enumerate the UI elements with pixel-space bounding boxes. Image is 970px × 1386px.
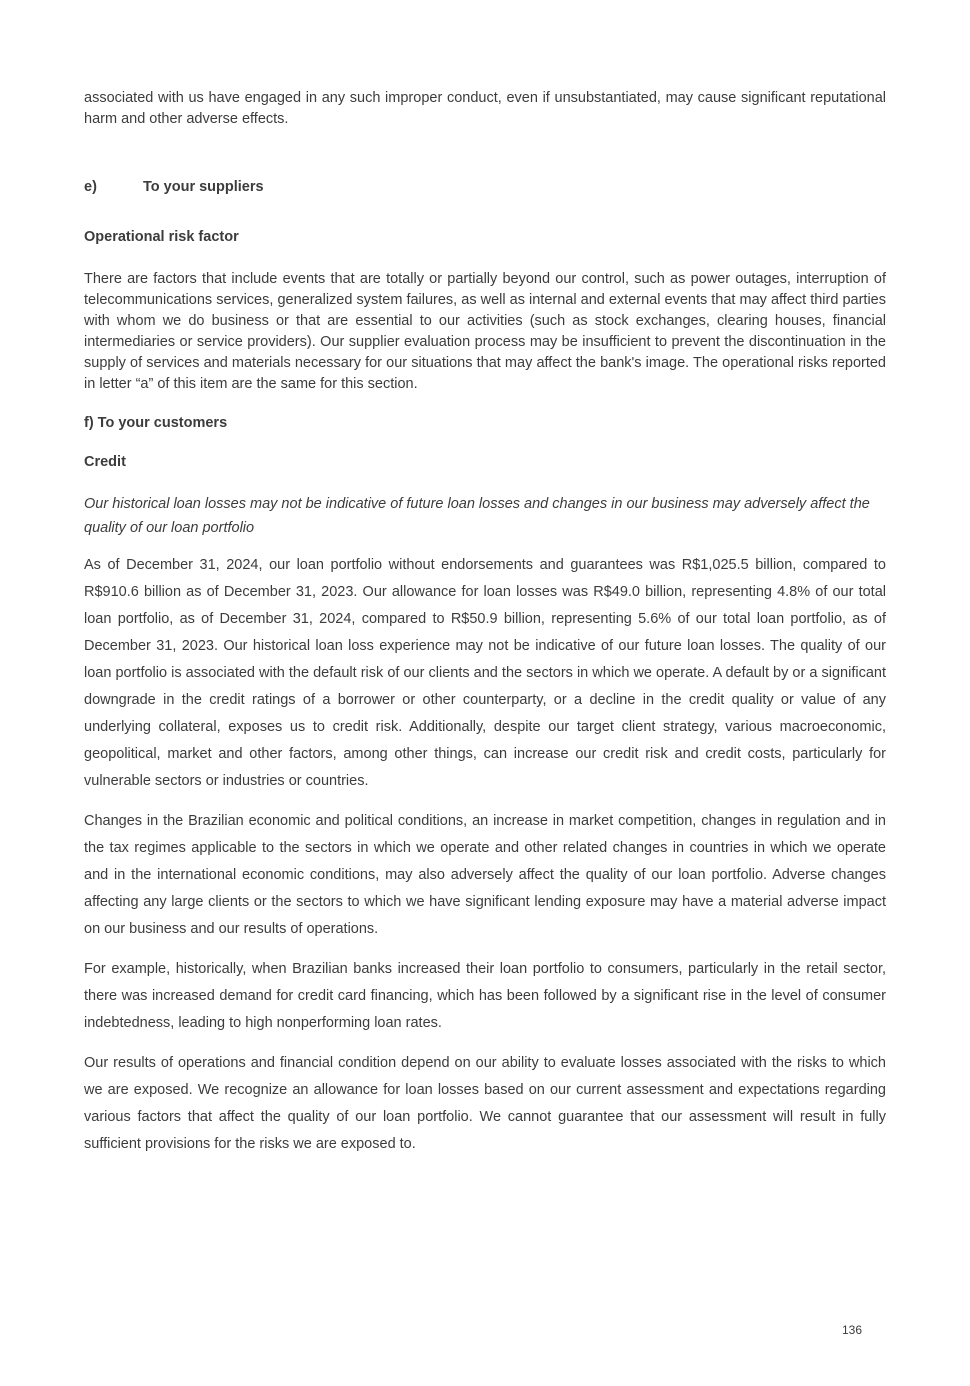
heading-suppliers-text: To your suppliers [143, 179, 264, 195]
heading-suppliers-label: e) [84, 179, 97, 195]
paragraph-operational-risk: There are factors that include events that are totally or partially beyond our control, such as power outages, interruption of telecommunications services, generalized system failures, as well as internal and external events that may affect third parties with whom we do business or that are essential to our activities (such as stock exchanges, clearing houses, financial intermediaries or service providers). Our supplier evaluation process may be insufficient to prevent the discontinuation in the supply of services and materials necessary for our situations that may affect the bank's image. The operational risks reported in letter “a” of this item are the same for this section. [84, 271, 886, 392]
paragraph-brazilian-economic-conditions: Changes in the Brazilian economic and political conditions, an increase in market competition, changes in regulation and in the tax regimes applicable to the sectors in which we operate and other related changes in countries in which we operate and in the international economic conditions, may also adversely affect the quality of our loan portfolio. Adverse changes affecting any large clients or the sectors to which we have significant lending exposure may have a material adverse impact on our business and our results of operations. [84, 813, 886, 937]
paragraph-risk-statement-italic: Our historical loan losses may not be indicative of future loan losses and changes in our business may adversely affect the quality of our loan portfolio [84, 496, 870, 536]
paragraph-reputational-harm: associated with us have engaged in any such improper conduct, even if unsubstantiated, may cause significant reputational harm and other adverse effects. [84, 90, 886, 127]
page-number: 136 [841, 1323, 862, 1337]
heading-credit: Credit [84, 454, 126, 470]
paragraph-loan-portfolio-figures: As of December 31, 2024, our loan portfolio without endorsements and guarantees was R$1,025.5 billion, compared to R$910.6 billion as of December 31, 2023. Our allowance for loan losses was R$49.0 billion, representing 4.8% of our total loan portfolio, as of December 31, 2024, compared to R$50.9 billion, representing 5.6% of our total loan portfolio, as of December 31, 2023. Our historical loan loss experience may not be indicative of our future loan losses. The quality of our loan portfolio is associated with the default risk of our clients and the sectors in which we operate. A default by or a significant downgrade in the credit ratings of a borrower or other counterparty, or a decline in the credit quality or value of any underlying collateral, exposes us to credit risk. Additionally, despite our target client strategy, various macroeconomic, geopolitical, market and other factors, among other things, can increase our credit risk and credit costs, particularly for vulnerable sectors or industries or countries. [84, 557, 886, 789]
paragraph-results-of-operations: Our results of operations and financial condition depend on our ability to evaluate losses associated with the risks to which we are exposed. We recognize an allowance for loan losses based on our current assessment and expectations regarding various factors that affect the quality of our loan portfolio. We cannot guarantee that our assessment will result in fully sufficient provisions for the risks we are exposed to. [84, 1055, 886, 1152]
heading-to-your-suppliers [84, 177, 886, 198]
heading-to-your-customers: f) To your customers [84, 415, 228, 431]
paragraph-historical-example: For example, historically, when Brazilian banks increased their loan portfolio to consumers, particularly in the retail sector, there was increased demand for credit card financing, which has been followed by a significant rise in the level of consumer indebtedness, leading to high nonperforming loan rates. [84, 961, 886, 1031]
heading-operational-risk-factor: Operational risk factor [84, 229, 239, 245]
